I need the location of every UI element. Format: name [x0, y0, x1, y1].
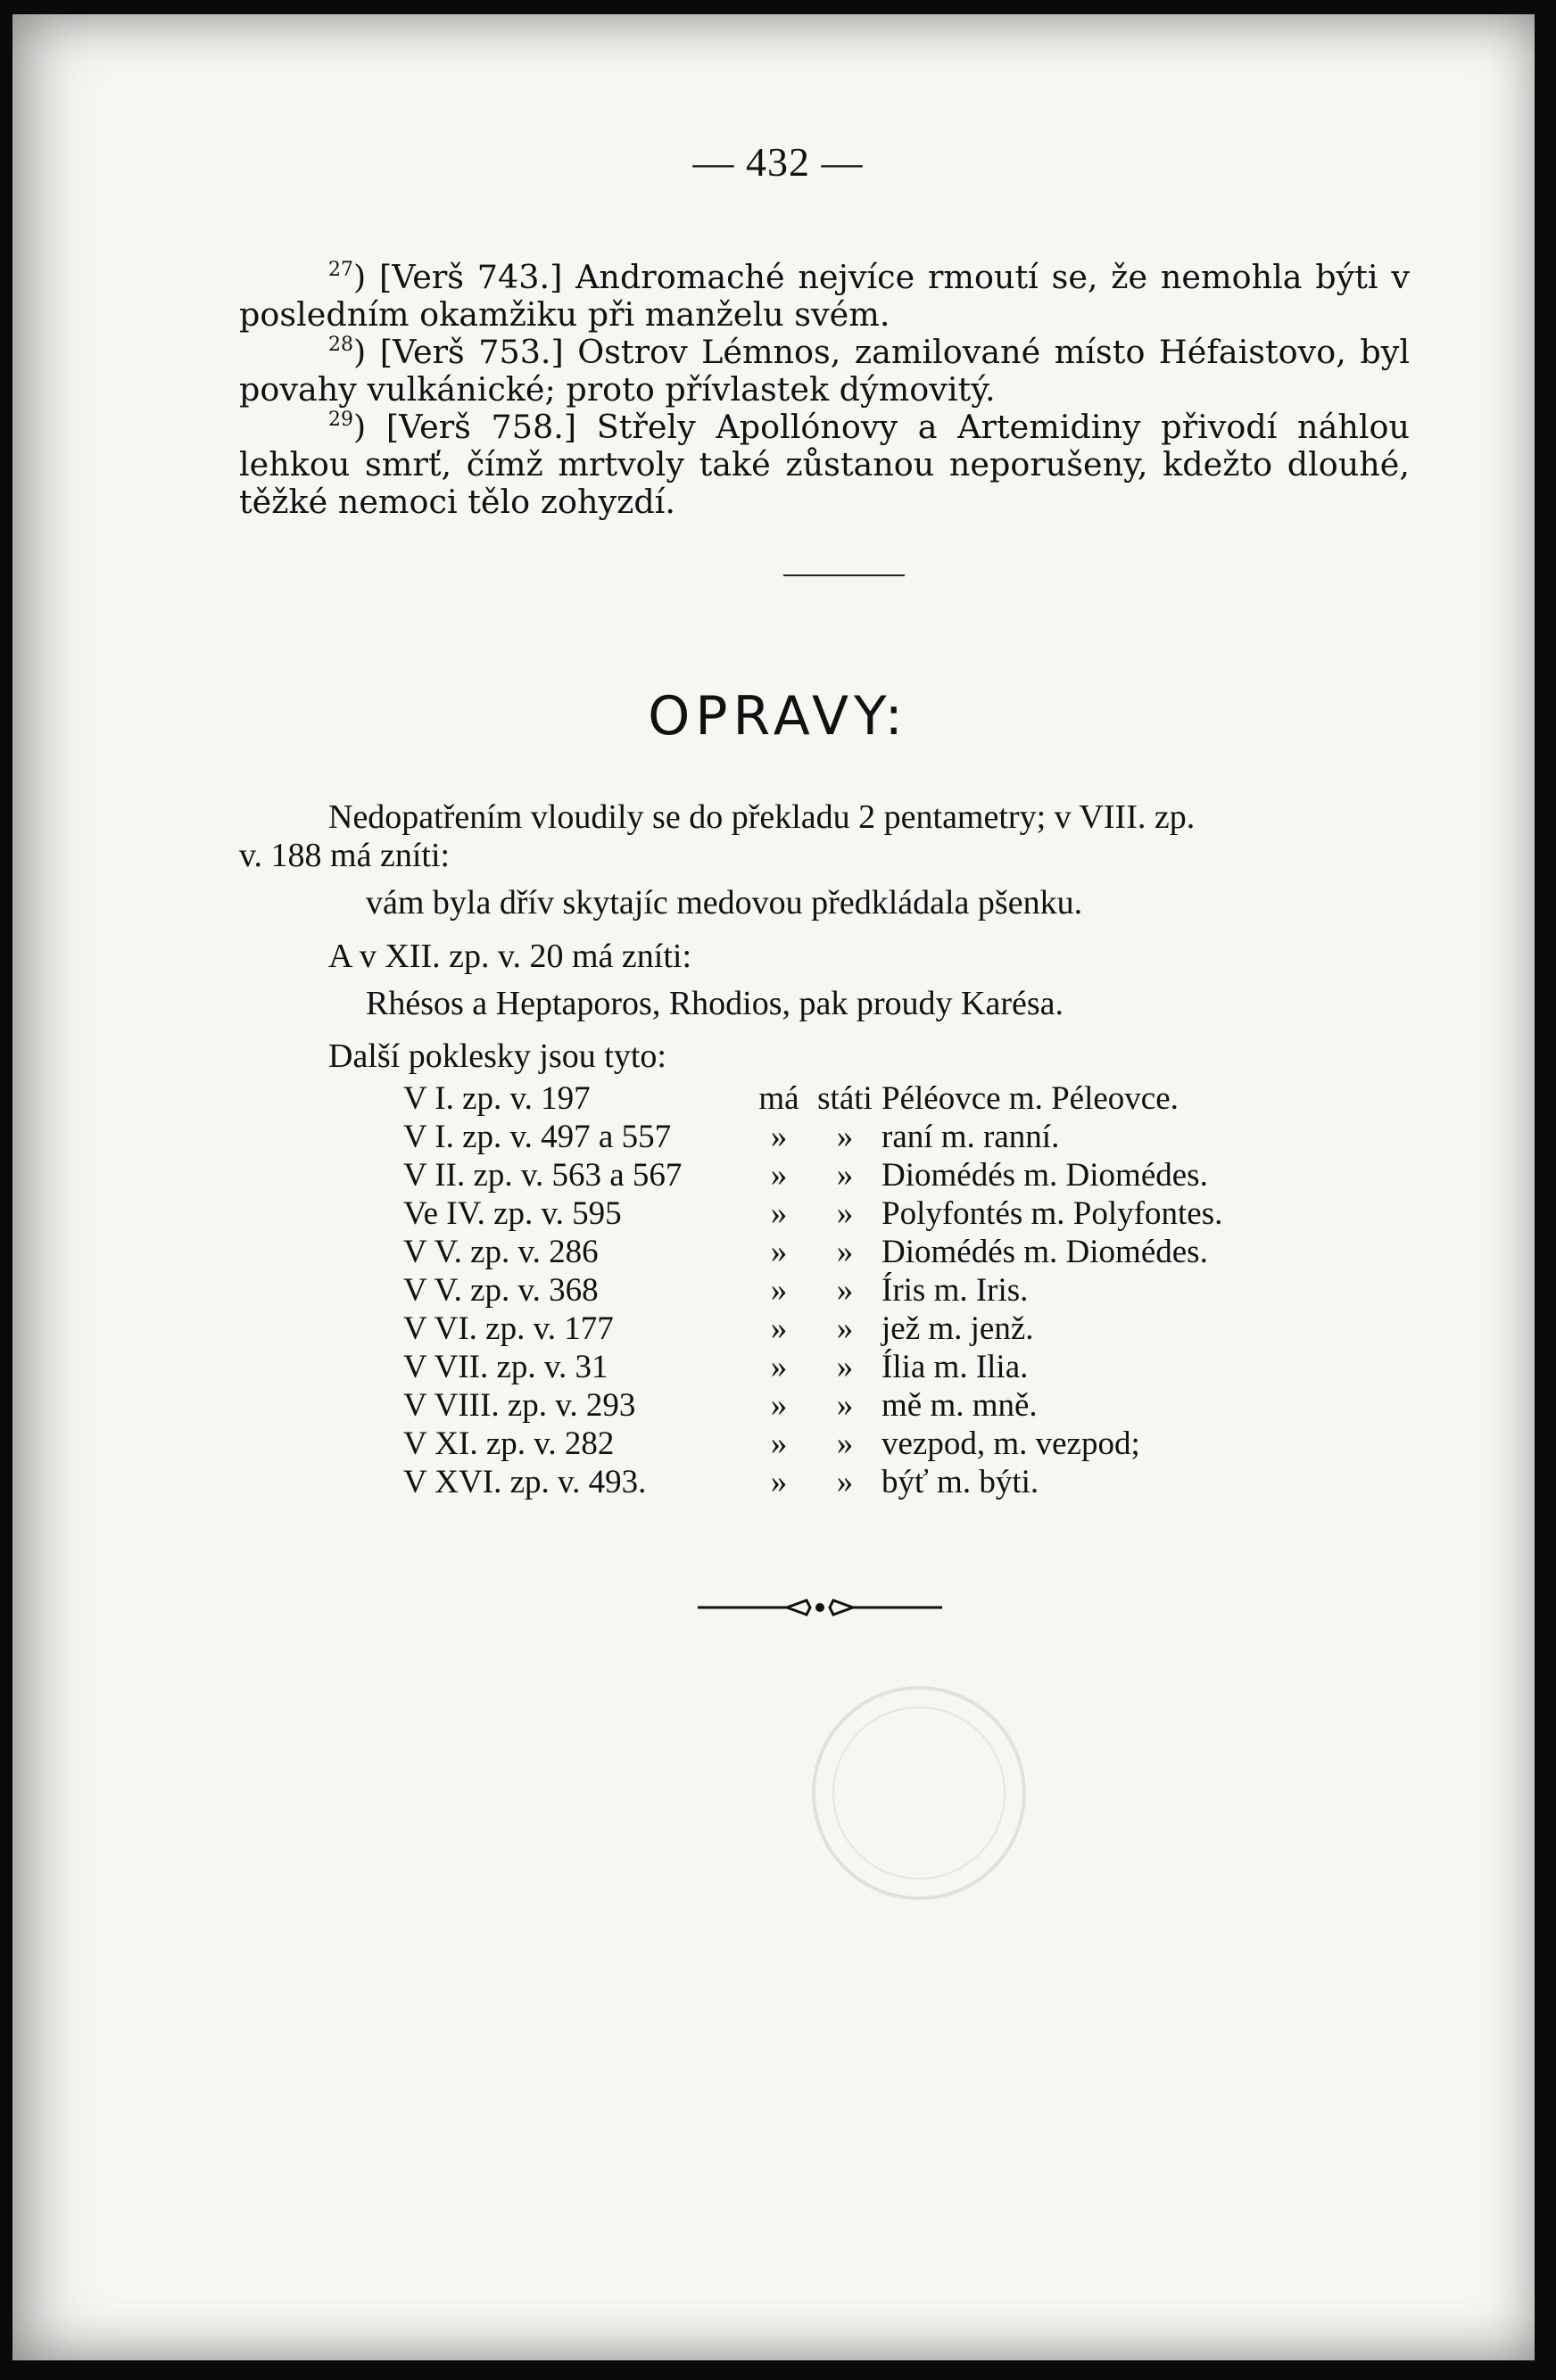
- errata-location: V VIII. zp. v. 293: [403, 1387, 636, 1424]
- errata-ditto-1: »: [770, 1310, 788, 1347]
- errata-location: V I. zp. v. 497 a 557: [403, 1119, 672, 1155]
- errata-correction: raní m. ranní.: [881, 1119, 1060, 1155]
- errata-correction: býť m. býti.: [881, 1464, 1039, 1500]
- errata-row: [403, 1310, 1222, 1348]
- errata-ditto-2: »: [836, 1119, 854, 1155]
- footnote-29: [239, 401, 1410, 521]
- errata-more-intro: Další poklesky jsou tyto:: [328, 1037, 666, 1075]
- errata-location: Ve IV. zp. v. 595: [403, 1195, 622, 1232]
- errata-ditto-2: »: [836, 1234, 854, 1270]
- footnote-text: ) [Verš 753.] Ostrov Lémnos, zamilované místo Héfaistovo, byl povahy vulkánické; proto přívlastek dýmovitý.: [239, 333, 1410, 409]
- errata-correction: Ília m. Ilia.: [881, 1349, 1029, 1385]
- errata-heading: OPRAVY:: [648, 685, 908, 748]
- errata-location: V II. zp. v. 563 a 567: [403, 1157, 683, 1194]
- errata-location: V VII. zp. v. 31: [403, 1349, 608, 1385]
- library-stamp-icon: [803, 1677, 1035, 1909]
- errata-ditto-1: »: [770, 1157, 788, 1194]
- errata-row: [403, 1118, 1222, 1156]
- footnote-text: ) [Verš 758.] Střely Apollónovy a Artemidiny přivodí náhlou lehkou smrť, čímž mrtvoly také zůstanou neporušeny, kdežto dlouhé, těžké nemoci tělo zohyzdí.: [239, 408, 1410, 521]
- errata-ditto-1: »: [770, 1272, 788, 1309]
- ornamental-divider-icon: [698, 1595, 942, 1620]
- errata-ditto-2: »: [836, 1272, 854, 1309]
- section-divider-rule: [783, 574, 905, 576]
- errata-correction: jež m. jenž.: [881, 1310, 1034, 1347]
- errata-correction: Diomédés m. Diomédes.: [881, 1234, 1208, 1270]
- errata-ditto-2: »: [836, 1387, 854, 1424]
- errata-row: [403, 1079, 1222, 1118]
- errata-intro-line1: Nedopatřením vloudily se do překladu 2 pentametry; v VIII. zp.: [328, 798, 1196, 836]
- errata-verse-1: vám byla dřív skytajíc medovou předkládala pšenku.: [366, 884, 1083, 921]
- errata-ditto-1: »: [770, 1426, 788, 1462]
- errata-row: [403, 1194, 1222, 1233]
- footnote-text: ) [Verš 743.] Andromaché nejvíce rmoutí se, že nemohla býti v posledním okamžiku při manželu svém.: [239, 258, 1410, 334]
- errata-intro-line2: v. 188 má zníti:: [239, 837, 451, 874]
- errata-location: V I. zp. v. 197: [403, 1080, 591, 1117]
- errata-row: [403, 1156, 1222, 1194]
- errata-ditto-1: »: [770, 1464, 788, 1500]
- errata-ditto-1: »: [770, 1349, 788, 1385]
- errata-location: V V. zp. v. 368: [403, 1272, 599, 1309]
- errata-ditto-2: »: [836, 1310, 854, 1347]
- errata-correction: Polyfontés m. Polyfontes.: [881, 1195, 1223, 1232]
- errata-ditto-1: »: [770, 1234, 788, 1270]
- errata-verse-2: Rhésos a Heptaporos, Rhodios, pak proudy Karésa.: [366, 985, 1064, 1022]
- errata-table: [403, 1079, 1222, 1501]
- footnote-marker: 28: [328, 334, 353, 356]
- errata-row: [403, 1233, 1222, 1271]
- errata-ditto-2: »: [836, 1195, 854, 1232]
- errata-correction: Íris m. Iris.: [881, 1272, 1029, 1309]
- errata-ditto-2: »: [836, 1464, 854, 1500]
- errata-location: V VI. zp. v. 177: [403, 1310, 614, 1347]
- errata-ditto-2: »: [836, 1426, 854, 1462]
- errata-row: [403, 1463, 1222, 1501]
- errata-correction: Diomédés m. Diomédes.: [881, 1157, 1208, 1194]
- errata-location: V XI. zp. v. 282: [403, 1426, 615, 1462]
- errata-ditto-1: »: [770, 1119, 788, 1155]
- footnote-marker: 27: [328, 259, 353, 281]
- page-number: — 432 —: [692, 139, 864, 185]
- errata-row: [403, 1348, 1222, 1386]
- errata-ditto-1: má: [758, 1080, 799, 1117]
- errata-ditto-2: »: [836, 1157, 854, 1194]
- footnote-27: [239, 252, 1410, 334]
- footnote-marker: 29: [328, 409, 353, 431]
- errata-location: V XVI. zp. v. 493.: [403, 1464, 647, 1500]
- errata-row: [403, 1386, 1222, 1425]
- errata-location: V V. zp. v. 286: [403, 1234, 599, 1270]
- errata-correction: vezpod, m. vezpod;: [881, 1426, 1140, 1462]
- errata-ditto-1: »: [770, 1387, 788, 1424]
- errata-ditto-2: státi: [817, 1080, 873, 1117]
- errata-correction: mě m. mně.: [881, 1387, 1038, 1424]
- errata-ditto-1: »: [770, 1195, 788, 1232]
- errata-row: [403, 1425, 1222, 1463]
- footnote-28: [239, 326, 1410, 409]
- errata-row: [403, 1271, 1222, 1310]
- errata-ditto-2: »: [836, 1349, 854, 1385]
- errata-correction: Péléovce m. Péleovce.: [881, 1080, 1179, 1117]
- errata-intro-2: A v XII. zp. v. 20 má zníti:: [328, 938, 692, 975]
